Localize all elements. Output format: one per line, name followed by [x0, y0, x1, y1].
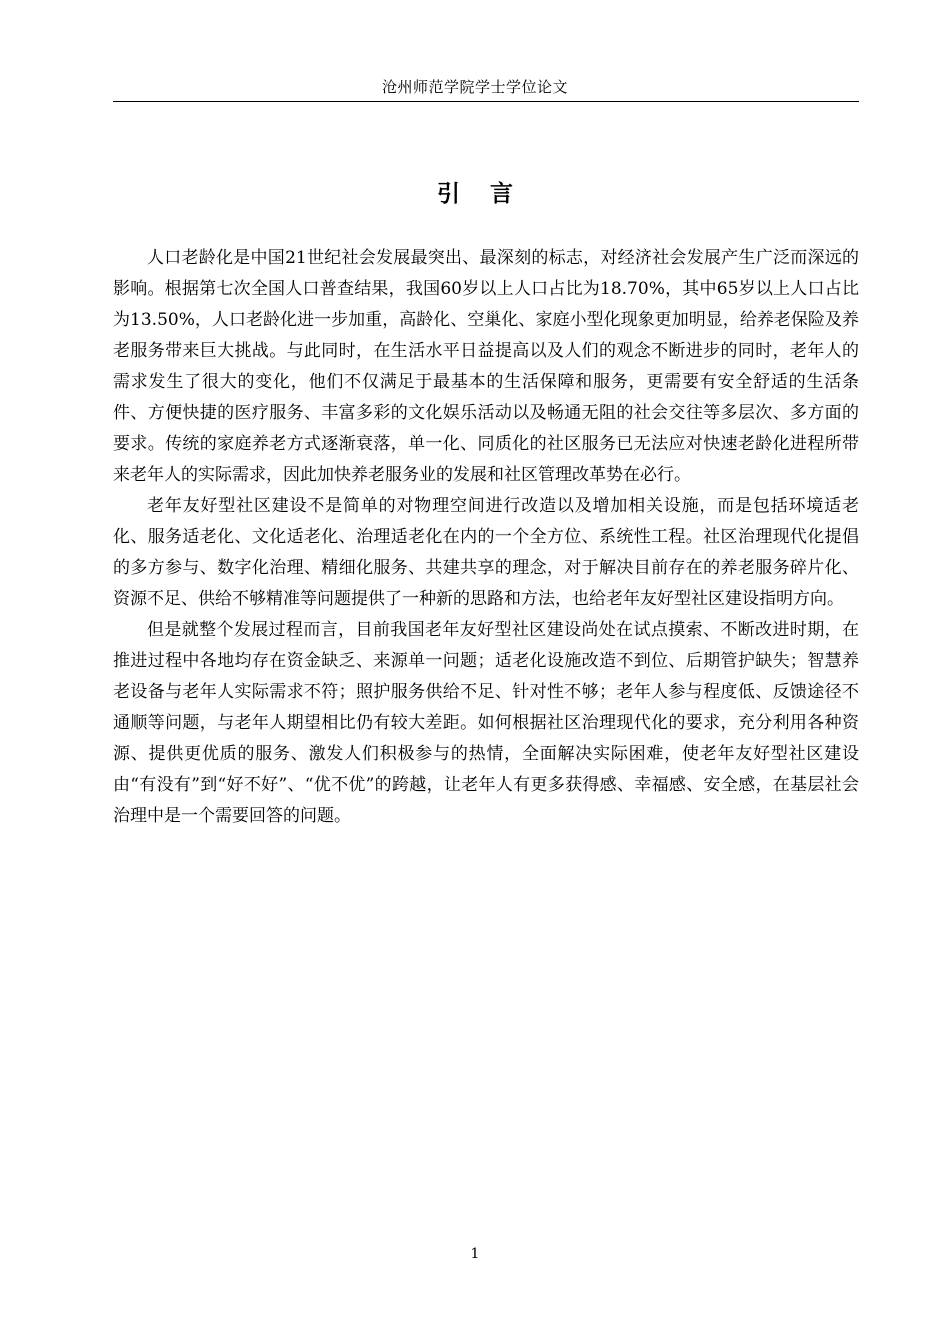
- section-title: [0, 179, 950, 209]
- section-title-char-1: 引: [437, 180, 460, 207]
- running-header: 沧州师范学院学士学位论文: [381, 78, 568, 96]
- paragraph-2: 老年友好型社区建设不是简单的对物理空间进行改造以及增加相关设施，而是包括环境适老化、服务适老化、文化适老化、治理适老化在内的一个全方位、系统性工程。社区治理现代化提倡的多方参与、数字化治理、精细化服务、共建共享的理念，对于解决目前存在的养老服务碎片化、资源不足、供给不够精准等问题提供了一种新的思路和方法，也给老年友好型社区建设指明方向。: [113, 496, 859, 609]
- section-title-char-2: 言: [490, 180, 513, 207]
- paragraph-1: 人口老龄化是中国21世纪社会发展最突出、最深刻的标志，对经济社会发展产生广泛而深远的影响。根据第七次全国人口普查结果，我国60岁以上人口占比为18.70%，其中65岁以上人口占比为13.50%，人口老龄化进一步加重，高龄化、空巢化、家庭小型化现象更加明显，给养老保险及养老服务带来巨大挑战。与此同时，在生活水平日益提高以及人们的观念不断进步的同时，老年人的需求发生了很大的变化，他们不仅满足于最基本的生活保障和服务，更需要有安全舒适的生活条件、方便快捷的医疗服务、丰富多彩的文化娱乐活动以及畅通无阻的社会交往等多层次、多方面的要求。传统的家庭养老方式逐渐衰落，单一化、同质化的社区服务已无法应对快速老龄化进程所带来老年人的实际需求，因此加快养老服务业的发展和社区管理改革势在必行。: [113, 248, 859, 485]
- header-divider: [113, 101, 859, 102]
- paragraph-3: 但是就整个发展过程而言，目前我国老年友好型社区建设尚处在试点摸索、不断改进时期，在推进过程中各地均存在资金缺乏、来源单一问题；适老化设施改造不到位、后期管护缺失；智慧养老设备与老年人实际需求不符；照护服务供给不足、针对性不够；老年人参与程度低、反馈途径不通顺等问题，与老年人期望相比仍有较大差距。如何根据社区治理现代化的要求，充分利用各种资源、提供更优质的服务、激发人们积极参与的热情，全面解决实际困难，使老年友好型社区建设由“有没有”到“好不好”、“优不优”的跨越，让老年人有更多获得感、幸福感、安全感，在基层社会治理中是一个需要回答的问题。: [113, 620, 859, 826]
- page-number: 1: [470, 1246, 480, 1262]
- body-text: [113, 243, 859, 832]
